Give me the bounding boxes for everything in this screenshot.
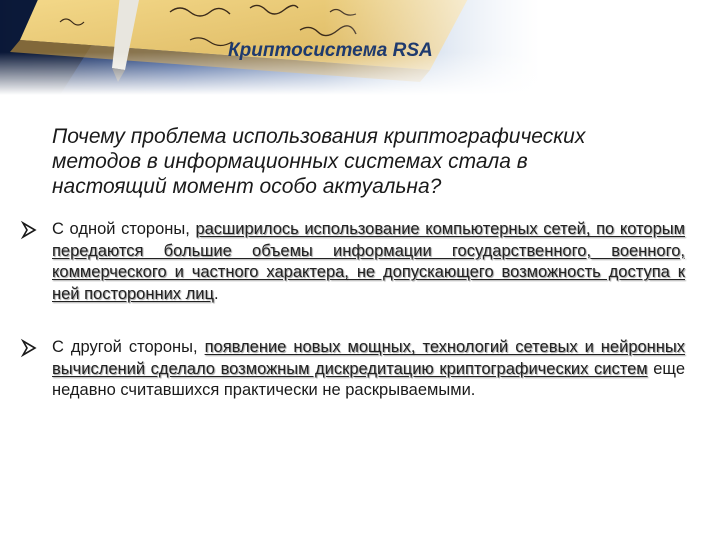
bullet-emphasis: появление новых мощных, технологий сетевых и нейронных вычислений сделало возможным дискредитацию криптографических систем <box>52 338 686 378</box>
bullet-lead: С другой стороны, <box>52 338 205 356</box>
slide-title: Криптосистема RSA <box>228 40 433 61</box>
bullet-tail: еще недавно считавшихся практически не раскрываемыми. <box>52 359 685 399</box>
bullet-emphasis: расширилось использование компьютерных сетей, по которым передаются большие объемы информации государственного, военного, коммерческого и частного характера, не допускающего возможность доступа к ней посторонних лиц <box>52 220 685 303</box>
bullet-item <box>20 337 685 402</box>
bullet-item <box>20 219 685 305</box>
arrowhead-bullet-icon <box>20 338 38 358</box>
arrowhead-bullet-icon <box>20 220 38 240</box>
question-text: Почему проблема использования криптографических методов в информационных системах стала в настоящий момент особо актуальна? <box>52 125 586 198</box>
bullet-text <box>52 219 685 305</box>
bullet-lead: С одной стороны, <box>52 220 196 238</box>
bullet-tail: . <box>213 284 219 303</box>
bullet-text <box>52 337 685 402</box>
